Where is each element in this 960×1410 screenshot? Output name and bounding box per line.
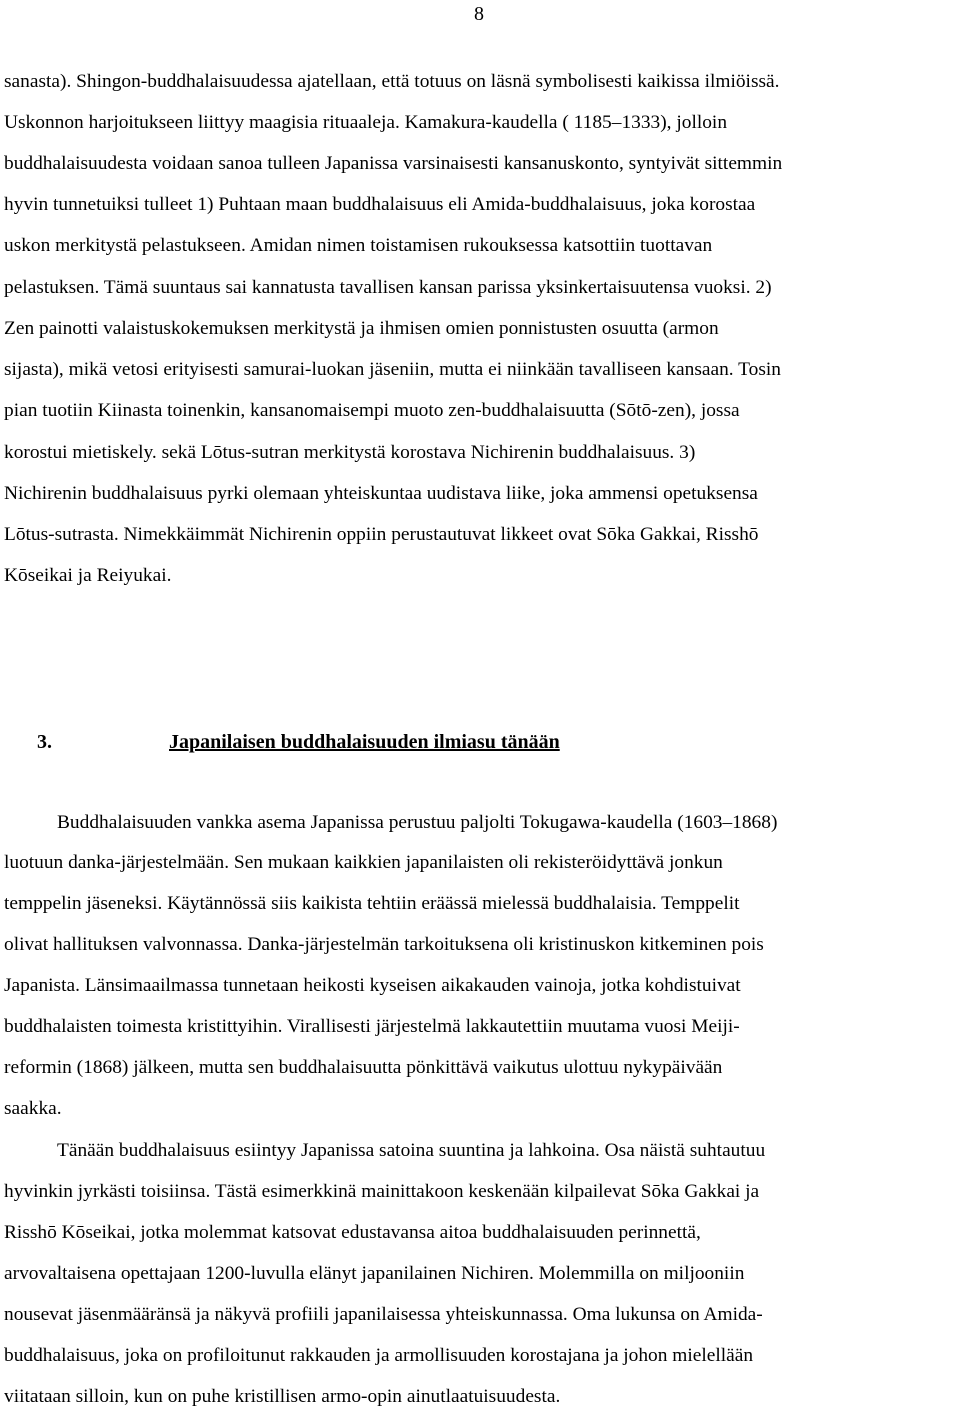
text-line: olivat hallituksen valvonnassa. Danka-järjestelmän tarkoituksena oli kristinuskon kitkeminen pois — [4, 934, 764, 955]
text-line: pian tuotiin Kiinasta toinenkin, kansanomaisempi muoto zen-buddhalaisuutta (Sōtō-zen), jossa — [4, 400, 740, 421]
text-line: hyvin tunnetuiksi tulleet 1) Puhtaan maan buddhalaisuus eli Amida-buddhalaisuus, joka korostaa — [4, 194, 756, 215]
text-line: Uskonnon harjoitukseen liittyy maagisia rituaaleja. Kamakura-kaudella ( 1185–1333), jolloin — [4, 112, 728, 133]
text-line: hyvinkin jyrkästi toisiinsa. Tästä esimerkkinä mainittakoon keskenään kilpailevat Sōka Gakkai ja — [4, 1181, 760, 1202]
text-line: reformin (1868) jälkeen, mutta sen buddhalaisuutta pönkittävä vaikutus ulottuu nykypäivään — [4, 1057, 723, 1078]
text-line: Zen painotti valaistuskokemuksen merkitystä ja ihmisen omien ponnistusten osuutta (armon — [4, 318, 719, 339]
text-line: buddhalaisuus, joka on profiloitunut rakkauden ja armollisuuden korostajana ja johon mielellään — [4, 1345, 754, 1366]
text-line: Kōseikai ja Reiyukai. — [4, 565, 172, 586]
text-line: nousevat jäsenmääränsä ja näkyvä profiili japanilaisessa yhteiskunnassa. Oma lukunsa on Amida- — [4, 1304, 763, 1325]
text-line: arvovaltaisena opettajaan 1200-luvulla elänyt japanilainen Nichiren. Molemmilla on miljooniin — [4, 1263, 745, 1284]
text-line: buddhalaisten toimesta kristittyihin. Virallisesti järjestelmä lakkautettiin muutama vuosi Meiji- — [4, 1016, 740, 1037]
text-line: viitataan silloin, kun on puhe kristillisen armo-opin ainutlaatuisuudesta. — [4, 1386, 561, 1407]
text-line: Nichirenin buddhalaisuus pyrki olemaan yhteiskuntaa uudistava liike, joka ammensi opetuksensa — [4, 483, 758, 504]
text-line: korostui mietiskely. sekä Lōtus-sutran merkitystä korostava Nichirenin buddhalaisuus. 3) — [4, 442, 696, 463]
page-number: 8 — [474, 3, 484, 25]
text-line: Lōtus-sutrasta. Nimekkäimmät Nichirenin oppiin perustautuvat likkeet ovat Sōka Gakkai, Risshō — [4, 524, 759, 545]
text-line: sijasta), mikä vetosi erityisesti samurai-luokan jäseniin, mutta ei niinkään tavalliseen kansaan. Tosin — [4, 359, 781, 380]
text-line: Tänään buddhalaisuus esiintyy Japanissa satoina suuntina ja lahkoina. Osa näistä suhtautuu — [57, 1140, 766, 1161]
text-line: Japanista. Länsimaailmassa tunnetaan heikosti kyseisen aikakauden vainoja, jotka kohdistuivat — [4, 975, 741, 996]
section-heading — [37, 730, 560, 754]
section-number: 3. — [37, 731, 52, 753]
text-line: pelastuksen. Tämä suuntaus sai kannatusta tavallisen kansan parissa yksinkertaisuutensa vuoksi. 2) — [4, 277, 772, 298]
text-line: luotuun danka-järjestelmään. Sen mukaan kaikkien japanilaisten oli rekisteröidyttävä jonkun — [4, 852, 723, 873]
text-line: sanasta). Shingon-buddhalaisuudessa ajatellaan, että totuus on läsnä symbolisesti kaikissa ilmiöissä. — [4, 71, 780, 92]
text-line: temppelin jäseneksi. Käytännössä siis kaikista tehtiin eräässä mielessä buddhalaisia. Temppelit — [4, 893, 740, 914]
text-line: buddhalaisuudesta voidaan sanoa tulleen Japanissa varsinaisesti kansanuskonto, syntyivät sittemmin — [4, 153, 783, 174]
text-line: saakka. — [4, 1098, 62, 1119]
section-title: Japanilaisen buddhalaisuuden ilmiasu tänään — [169, 731, 560, 753]
text-line: uskon merkitystä pelastukseen. Amidan nimen toistamisen rukouksessa katsottiin tuottavan — [4, 235, 713, 256]
text-line: Risshō Kōseikai, jotka molemmat katsovat edustavansa aitoa buddhalaisuuden perinnettä, — [4, 1222, 701, 1243]
text-line: Buddhalaisuuden vankka asema Japanissa perustuu paljolti Tokugawa-kaudella (1603–1868) — [57, 812, 778, 833]
